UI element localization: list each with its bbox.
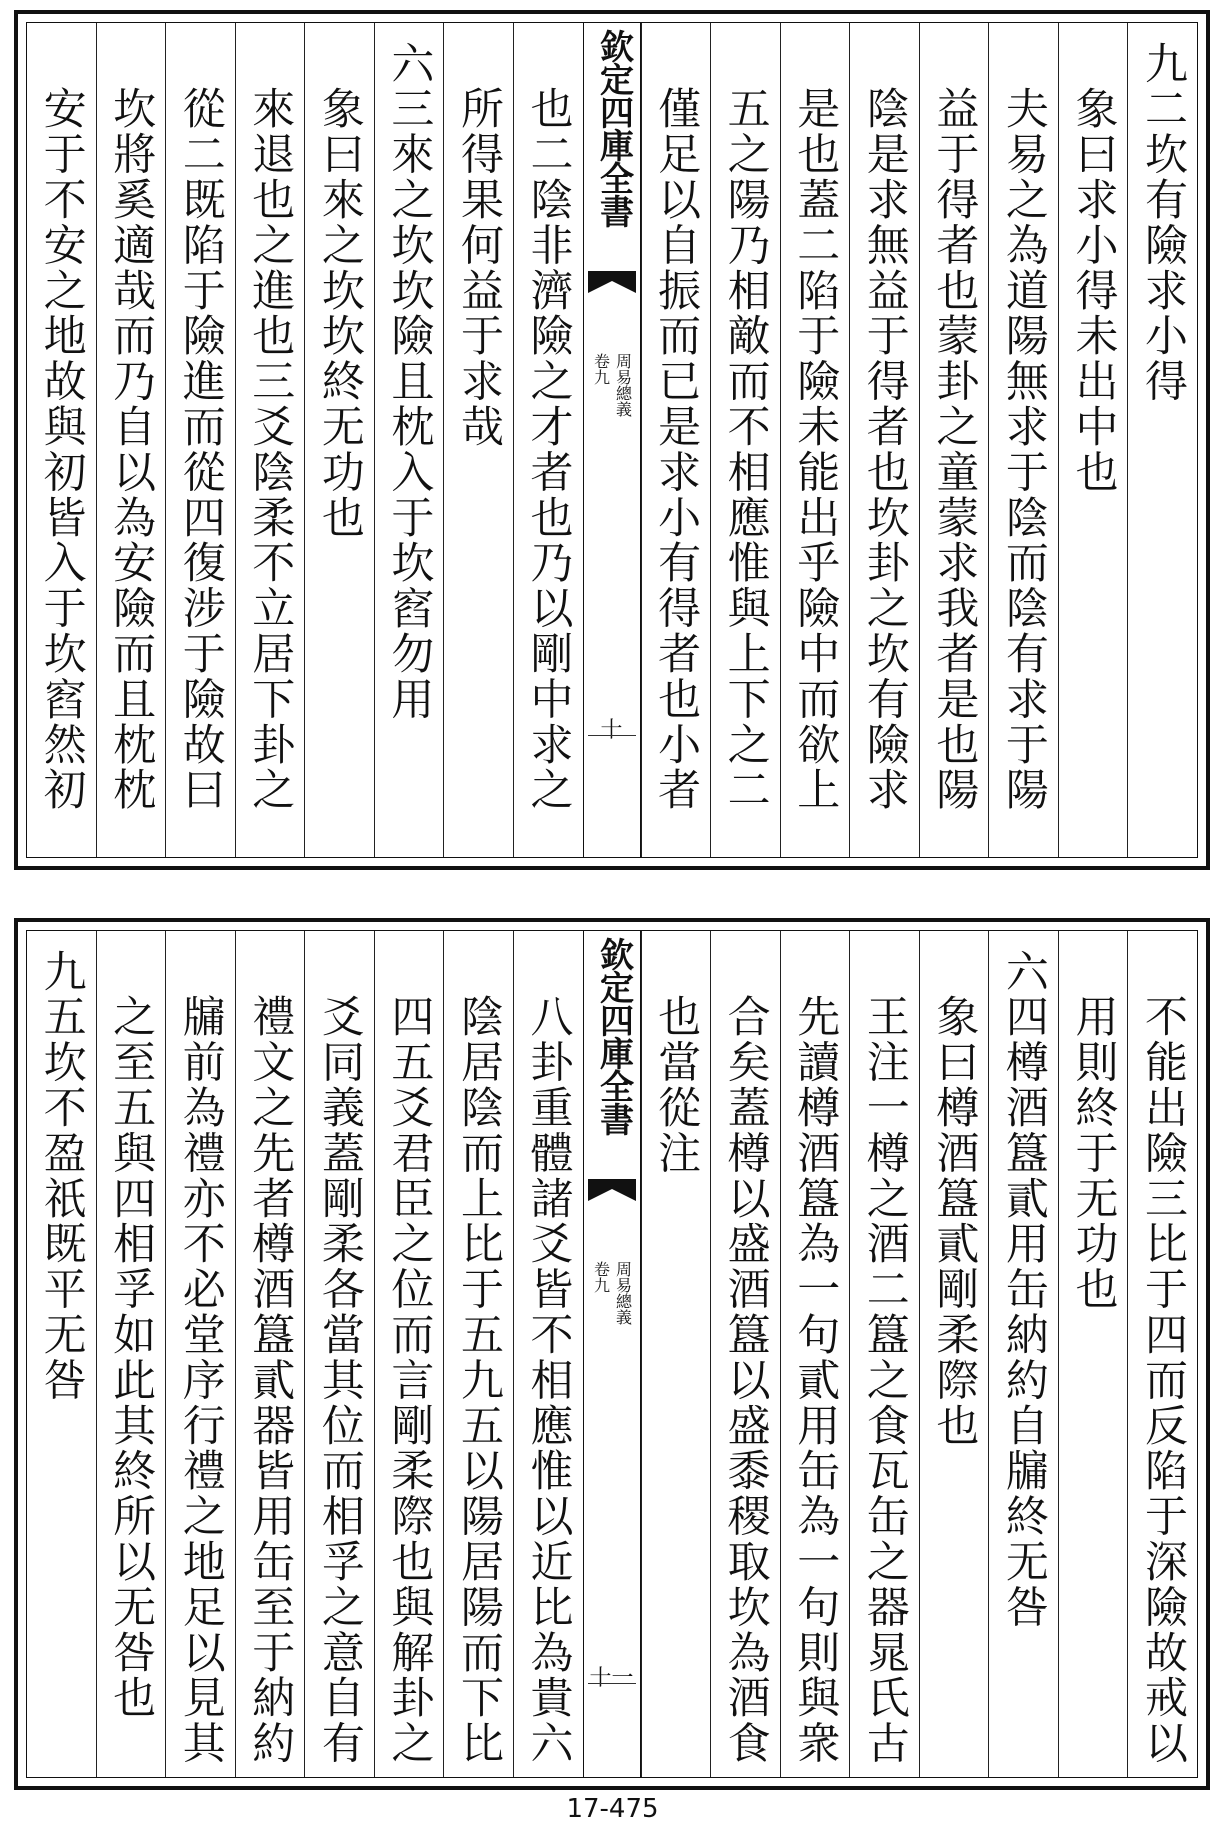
text-column: 象曰樽酒簋貳剛柔際也	[919, 931, 989, 1777]
text-column: 合矣蓋樽以盛酒簋以盛黍稷取坎為酒食	[710, 931, 780, 1777]
text-column: 僅足以自振而已是求小有得者也小者	[641, 23, 711, 857]
text-column: 象曰求小得未出中也	[1058, 23, 1128, 857]
text-column: 九二坎有險求小得	[1127, 23, 1197, 857]
text-column: 六三來之坎坎險且枕入于坎窞勿用	[374, 23, 444, 857]
top-page-frame	[26, 22, 1198, 858]
center-column	[583, 23, 641, 857]
divider	[588, 1683, 636, 1684]
bottom-page	[14, 918, 1210, 1790]
volume-number: 卷九	[591, 353, 611, 385]
book-title: 欽定四庫全書	[593, 937, 634, 1135]
text-column: 不能出險三比于四而反陷于深險故戒以	[1127, 931, 1197, 1777]
bottom-page-frame	[26, 930, 1198, 1778]
text-column: 先讀樽酒簋為一句貳用缶為一句則與衆	[780, 931, 850, 1777]
volume-info	[584, 1261, 640, 1325]
text-column: 之至五與四相孚如此其終所以无咎也	[96, 931, 166, 1777]
text-column: 陰是求無益于得者也坎卦之坎有險求	[849, 23, 919, 857]
text-column: 王注一樽之酒二簋之食瓦缶之器晁氏古	[849, 931, 919, 1777]
text-column: 象曰來之坎坎終无功也	[304, 23, 374, 857]
page-number: 十	[600, 718, 623, 743]
text-column: 來退也之進也三爻陰柔不立居下卦之	[235, 23, 305, 857]
text-column: 也二陰非濟險之才者也乃以剛中求之	[513, 23, 583, 857]
divider	[588, 735, 636, 736]
text-column: 陰居陰而上比于五九五以陽居陽而下比	[443, 931, 513, 1777]
text-column: 四五爻君臣之位而言剛柔際也與解卦之	[374, 931, 444, 1777]
top-page	[14, 10, 1210, 870]
text-column: 爻同義蓋剛柔各當其位而相孚之意自有	[304, 931, 374, 1777]
book-name: 周易總義	[613, 1261, 633, 1325]
book-title: 欽定四庫全書	[593, 29, 634, 227]
book-name: 周易總義	[613, 353, 633, 417]
text-column: 八卦重體諸爻皆不相應惟以近比為貴六	[513, 931, 583, 1777]
text-column: 九五坎不盈祇既平无咎	[36, 949, 87, 1403]
text-column: 坎將奚適哉而乃自以為安險而且枕枕	[96, 23, 166, 857]
text-column: 禮文之先者樽酒簋貳器皆用缶至于納約	[235, 931, 305, 1777]
text-column: 益于得者也蒙卦之童蒙求我者是也陽	[919, 23, 989, 857]
text-column: 所得果何益于求哉	[443, 23, 513, 857]
text-column: 夫易之為道陽無求于陰而陰有求于陽	[988, 23, 1058, 857]
text-column: 安于不安之地故與初皆入于坎窞然初	[36, 86, 87, 813]
page-number: 十一	[589, 1666, 634, 1691]
center-column	[583, 931, 641, 1777]
text-column: 六四樽酒簋貳用缶納約自牖終无咎	[988, 931, 1058, 1777]
text-column: 五之陽乃相敵而不相應惟與上下之二	[710, 23, 780, 857]
text-column: 用則終于无功也	[1058, 931, 1128, 1777]
volume-number: 卷九	[591, 1261, 611, 1293]
fish-tail-mark-icon	[588, 271, 636, 315]
text-column: 也當從注	[641, 931, 711, 1777]
text-column: 是也蓋二陷于險未能出乎險中而欲上	[780, 23, 850, 857]
volume-info	[584, 353, 640, 417]
text-column: 從二既陷于險進而從四復涉于險故曰	[165, 23, 235, 857]
text-column: 牖前為禮亦不必堂序行禮之地足以見其	[165, 931, 235, 1777]
fish-tail-mark-icon	[588, 1179, 636, 1223]
page-footer-number: 17-475	[566, 1794, 659, 1824]
